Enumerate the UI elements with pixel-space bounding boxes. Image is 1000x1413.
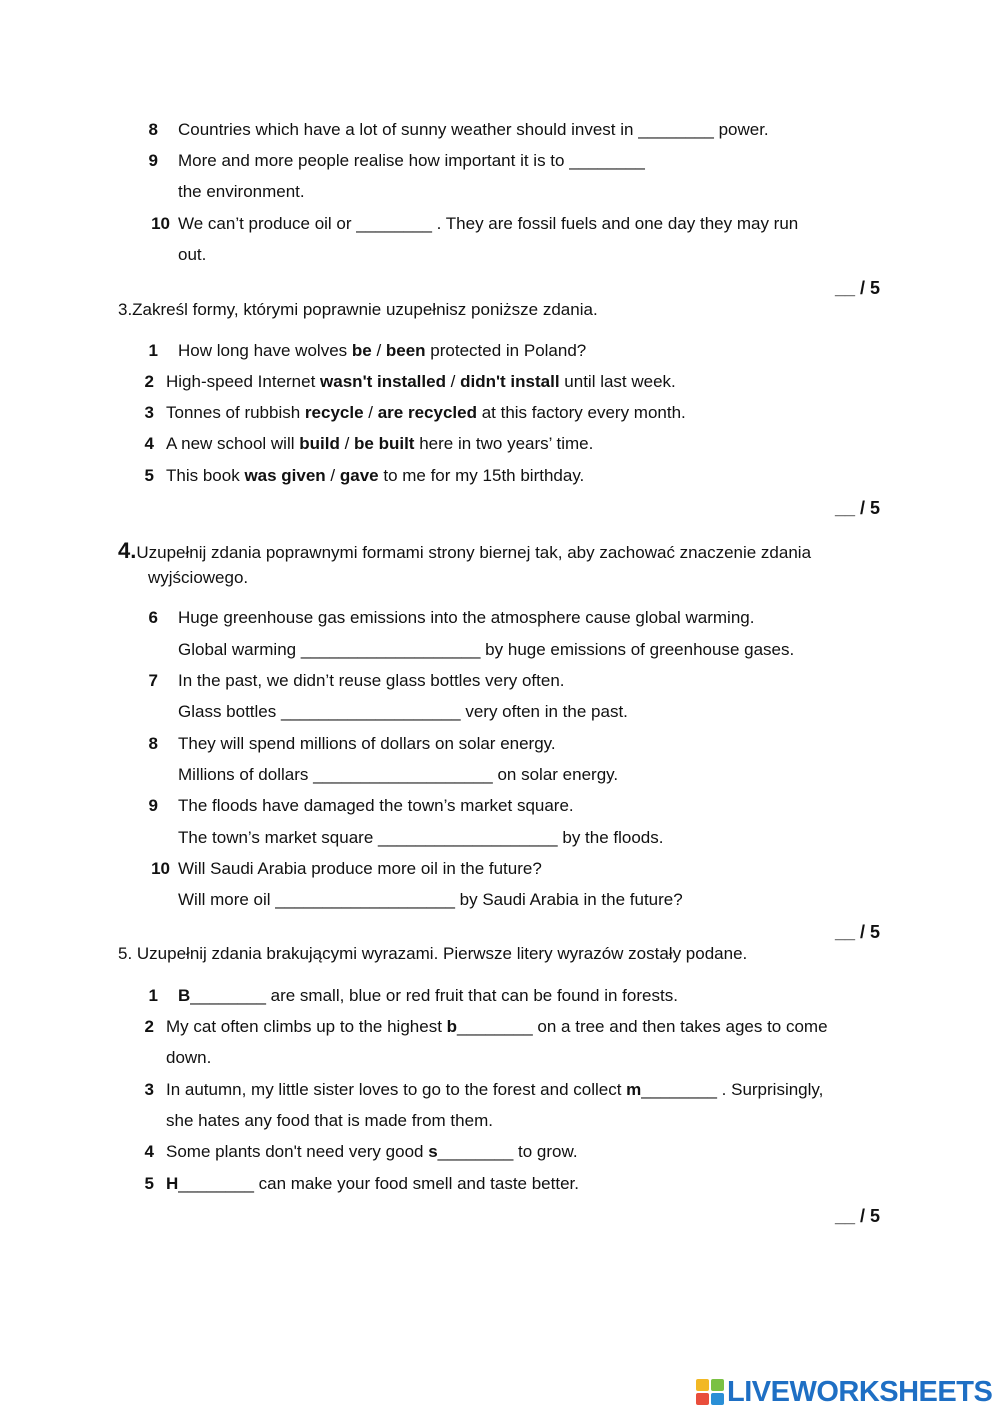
answer-line[interactable]: The town’s market square ___________________ by the floods. xyxy=(178,828,664,847)
gap-field[interactable]: ________ are small, blue or red fruit that can be found in forests. xyxy=(190,986,678,1005)
first-letter: m xyxy=(626,1080,642,1099)
item-text: Countries which have a lot of sunny weather should invest in ________ power. xyxy=(178,120,769,139)
answer-line[interactable]: Global warming ___________________ by huge emissions of greenhouse gases. xyxy=(178,640,795,659)
gap-sentence-cont: down. xyxy=(166,1048,212,1067)
choice-option[interactable]: be built xyxy=(354,434,415,453)
section-5-heading: 5. Uzupełnij zdania brakującymi wyrazami. Pierwsze litery wyrazów zostały podane. xyxy=(118,944,748,963)
first-letter: H xyxy=(166,1174,179,1193)
choice-option[interactable]: recycle xyxy=(304,403,364,422)
answer-line[interactable]: Millions of dollars ___________________ on solar energy. xyxy=(178,765,619,784)
item-text: In the past, we didn’t reuse glass bottles very often. xyxy=(178,671,565,690)
item-number: 7 xyxy=(148,671,158,690)
item-number: 1 xyxy=(148,341,158,360)
item-number: 6 xyxy=(148,608,158,627)
first-letter: b xyxy=(446,1017,458,1036)
item-number: 3 xyxy=(144,403,154,422)
item-number: 10 xyxy=(151,859,170,878)
choice-option[interactable]: was given xyxy=(244,466,326,485)
item-number: 1 xyxy=(148,986,158,1005)
item-text: They will spend millions of dollars on solar energy. xyxy=(178,734,556,753)
item-text: We can’t produce oil or ________ . They are fossil fuels and one day they may run xyxy=(178,214,799,233)
section-4-heading-cont: wyjściowego. xyxy=(148,568,249,587)
item-number: 4 xyxy=(144,1142,154,1161)
section-4-heading: 4.Uzupełnij zdania poprawnymi formami strony biernej tak, aby zachować znaczenie zdania xyxy=(118,538,812,563)
gap-field[interactable]: ________ can make your food smell and taste better. xyxy=(178,1174,579,1193)
logo-grid-icon xyxy=(696,1379,724,1405)
choice-sentence: How long have wolves be / been protected in Poland? xyxy=(178,341,587,360)
score-field[interactable]: __ / 5 xyxy=(834,1206,880,1226)
choice-option[interactable]: didn't install xyxy=(460,372,560,391)
first-letter: B xyxy=(178,986,191,1005)
choice-option[interactable]: been xyxy=(385,341,426,360)
choice-option[interactable]: gave xyxy=(339,466,379,485)
first-letter: s xyxy=(428,1142,438,1161)
item-text-cont: out. xyxy=(178,245,207,264)
item-text: Will Saudi Arabia produce more oil in the future? xyxy=(178,859,542,878)
gap-field[interactable]: ________ . Surprisingly, xyxy=(641,1080,824,1099)
item-number: 2 xyxy=(144,372,154,391)
item-number: 4 xyxy=(144,434,154,453)
choice-option[interactable]: be xyxy=(351,341,372,360)
gap-sentence: My cat often climbs up to the highest b________ on a tree and then takes ages to come xyxy=(166,1017,828,1036)
choice-sentence: High-speed Internet wasn't installed / didn't install until last week. xyxy=(166,372,676,391)
gap-sentence xyxy=(178,986,678,1006)
item-text: Huge greenhouse gas emissions into the atmosphere cause global warming. xyxy=(178,608,755,627)
item-number: 2 xyxy=(144,1017,154,1036)
item-text: The floods have damaged the town’s market square. xyxy=(178,796,574,815)
item-number: 8 xyxy=(148,734,158,753)
item-number: 5 xyxy=(144,1174,154,1193)
item-number: 3 xyxy=(144,1080,154,1099)
item-number: 9 xyxy=(148,151,158,170)
item-number: 9 xyxy=(148,796,158,815)
logo-text: LIVEWORKSHEETS xyxy=(727,1375,993,1408)
answer-line[interactable]: Will more oil ___________________ by Saudi Arabia in the future? xyxy=(178,890,683,909)
score-field[interactable]: __ / 5 xyxy=(834,498,880,518)
choice-option[interactable]: are recycled xyxy=(377,403,477,422)
item-text-cont: the environment. xyxy=(178,182,305,201)
gap-field[interactable]: ________ on a tree and then takes ages to come xyxy=(457,1017,828,1036)
item-text: More and more people realise how important it is to ________ xyxy=(178,151,645,170)
gap-sentence: In autumn, my little sister loves to go to the forest and collect m________ . Surprisingly, xyxy=(166,1080,824,1099)
gap-field[interactable]: ________ to grow. xyxy=(437,1142,578,1161)
choice-sentence: This book was given / gave to me for my 15th birthday. xyxy=(166,466,585,485)
gap-sentence xyxy=(166,1174,579,1194)
gap-sentence-cont: she hates any food that is made from them. xyxy=(166,1111,493,1130)
answer-line[interactable]: Glass bottles ___________________ very often in the past. xyxy=(178,702,628,721)
item-number: 5 xyxy=(144,466,154,485)
choice-option[interactable]: wasn't installed xyxy=(320,372,446,391)
item-number: 8 xyxy=(148,120,158,139)
choice-option[interactable]: build xyxy=(299,434,340,453)
item-number: 10 xyxy=(151,214,170,233)
choice-sentence: Tonnes of rubbish recycle / are recycled at this factory every month. xyxy=(166,403,686,422)
gap-sentence: Some plants don't need very good s________ to grow. xyxy=(166,1142,578,1161)
choice-sentence: A new school will build / be built here in two years’ time. xyxy=(166,434,594,453)
liveworksheets-logo xyxy=(696,1376,992,1408)
score-field[interactable]: __ / 5 xyxy=(834,278,880,298)
score-field[interactable]: __ / 5 xyxy=(834,922,880,942)
section-3-heading: 3.Zakreśl formy, którymi poprawnie uzupełnisz poniższe zdania. xyxy=(118,300,598,319)
